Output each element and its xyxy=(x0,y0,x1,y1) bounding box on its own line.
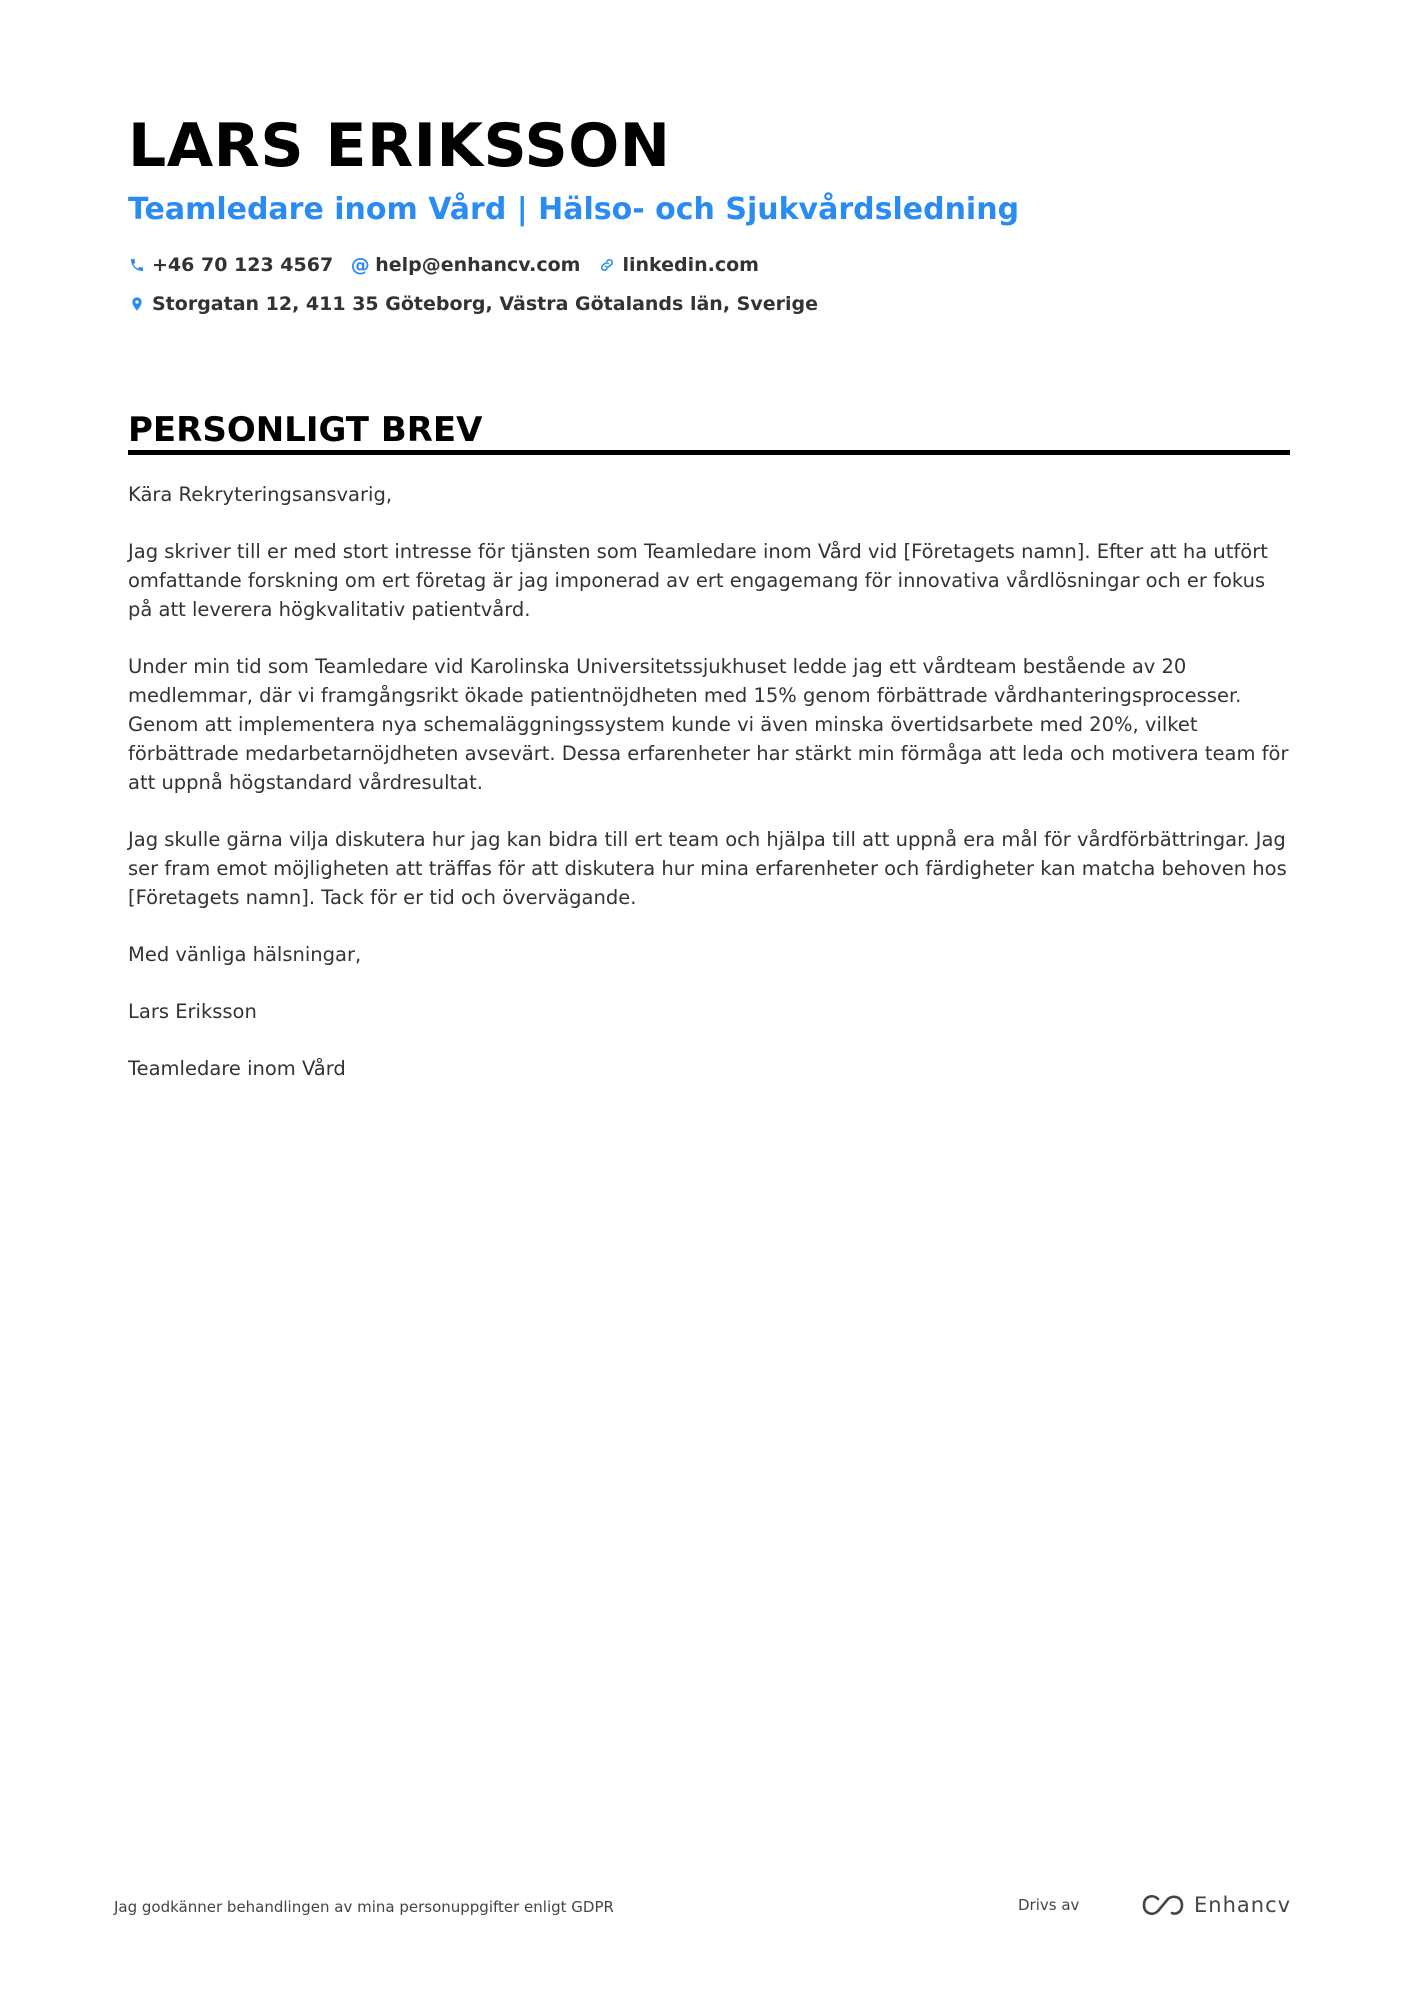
enhancv-logo[interactable] xyxy=(1140,1892,1291,1918)
letter-closing: Med vänliga hälsningar, xyxy=(128,943,362,966)
signature-name: Lars Eriksson xyxy=(128,1000,257,1023)
letter-paragraph: Jag skriver till er med stort intresse för tjänsten som Teamledare inom Vård vid [Företagets namn]. Efter att ha utfört omfattande forskning om ert företag är jag imponerad av ert engagemang för innovativa vårdlösningar och er fokus på att leverera högkvalitativ patientvård. xyxy=(128,540,1268,621)
page-footer xyxy=(114,1892,1290,1922)
enhancv-logo-text: Enhancv xyxy=(1194,1893,1292,1917)
section-divider xyxy=(128,450,1290,455)
letter-greeting: Kära Rekryteringsansvarig, xyxy=(128,483,393,506)
location-pin-icon xyxy=(128,295,146,313)
linkedin-link[interactable]: linkedin.com xyxy=(622,254,759,276)
address-row xyxy=(128,293,836,315)
contact-row xyxy=(128,254,777,276)
enhancv-logo-icon xyxy=(1140,1892,1186,1918)
signature-title: Teamledare inom Vård xyxy=(128,1057,346,1080)
candidate-title: Teamledare inom Vård | Hälso- och Sjukvårdsledning xyxy=(128,192,1020,227)
gdpr-consent: Jag godkänner behandlingen av mina personuppgifter enligt GDPR xyxy=(114,1898,614,1916)
letter-paragraph: Under min tid som Teamledare vid Karolinska Universitetssjukhuset ledde jag ett vårdteam bestående av 20 medlemmar, där vi framgångsrikt ökade patientnöjdheten med 15% genom förbättrade vårdhanteringsprocesser. Genom att implementera nya schemaläggningssystem kunde vi även minska övertidsarbete med 20%, vilket förbättrade medarbetarnöjdheten avsevärt. Dessa erfarenheter har stärkt min förmåga att leda och motivera team för att uppnå högstandard vårdresultat. xyxy=(128,655,1289,794)
contact-link xyxy=(598,254,759,276)
link-icon xyxy=(598,256,616,274)
phone-icon xyxy=(128,256,146,274)
powered-by-label: Drivs av xyxy=(1018,1896,1080,1914)
section-heading: PERSONLIGT BREV xyxy=(128,410,483,450)
letter-paragraph: Jag skulle gärna vilja diskutera hur jag kan bidra till ert team och hjälpa till att uppnå era mål för vårdförbättringar. Jag ser fram emot möjligheten att träffas för att diskutera hur mina erfarenheter och färdigheter kan matcha behoven hos [Företagets namn]. Tack för er tid och övervägande. xyxy=(128,828,1287,909)
contact-phone xyxy=(128,254,333,276)
phone-number: +46 70 123 4567 xyxy=(152,254,334,276)
at-icon: @ xyxy=(350,254,370,276)
candidate-name: LARS ERIKSSON xyxy=(128,111,671,181)
address-text: Storgatan 12, 411 35 Göteborg, Västra Götalands län, Sverige xyxy=(152,293,818,315)
contact-email xyxy=(351,254,580,276)
email-address[interactable]: help@enhancv.com xyxy=(375,254,581,276)
letter-body xyxy=(128,480,1290,1111)
contact-address xyxy=(128,293,818,315)
